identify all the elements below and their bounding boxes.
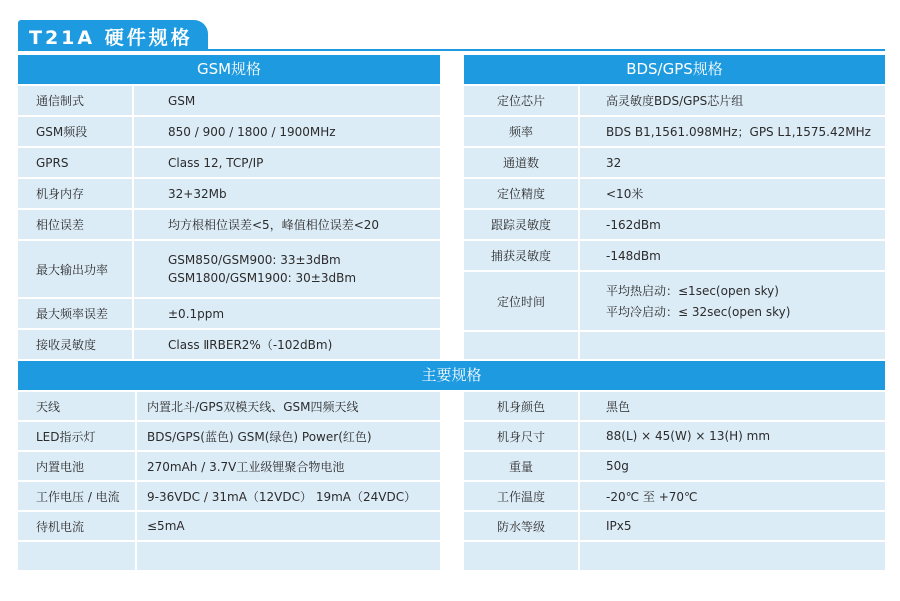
spec-label: GPRS (36, 155, 69, 170)
spec-value-line: 平均冷启动：≤ 32sec(open sky) (606, 305, 791, 319)
spec-value: 32 (606, 155, 622, 170)
spec-value: 850 / 900 / 1800 / 1900MHz (168, 124, 336, 139)
spec-row (18, 542, 440, 570)
spec-label: 通信制式 (36, 94, 85, 108)
title-underline (18, 49, 885, 51)
spec-label: 定位精度 (496, 187, 545, 201)
spec-label: 通道数 (502, 156, 539, 170)
spec-row (464, 332, 885, 359)
spec-label: 频率 (508, 125, 533, 139)
spec-label: 重量 (508, 459, 533, 474)
spec-label: 内置电池 (36, 459, 85, 474)
spec-value: Class ⅡRBER2%（-102dBm) (168, 338, 333, 352)
spec-value: 9-36VDC / 31mA（12VDC） 19mA（24VDC） (147, 489, 417, 504)
spec-label: 机身尺寸 (496, 429, 545, 444)
spec-value-line: 平均热启动：≤1sec(open sky) (606, 284, 779, 298)
spec-row (464, 210, 885, 239)
spec-value: BDS B1,1561.098MHz；GPS L1,1575.42MHz (606, 125, 871, 139)
spec-row (464, 86, 885, 115)
spec-value: 黑色 (606, 399, 631, 414)
spec-row (18, 86, 440, 115)
spec-row (464, 512, 885, 540)
spec-value: -20℃ 至 +70℃ (606, 489, 698, 504)
spec-label: 待机电流 (36, 519, 85, 534)
spec-row (464, 422, 885, 450)
spec-value: <10米 (606, 187, 644, 201)
spec-label: 接收灵敏度 (36, 338, 97, 352)
spec-value: 32+32Mb (168, 186, 227, 201)
bds-gps-spec-panel (464, 55, 885, 360)
spec-value: 88(L) × 45(W) × 13(H) mm (606, 429, 771, 443)
spec-row (18, 392, 440, 420)
spec-row (18, 299, 440, 328)
spec-value: IPx5 (606, 519, 632, 533)
spec-label: GSM频段 (36, 125, 88, 139)
spec-label: 定位芯片 (496, 94, 545, 108)
spec-label: LED指示灯 (36, 429, 96, 444)
spec-row (18, 512, 440, 540)
spec-row (464, 179, 885, 208)
spec-label: 天线 (36, 399, 61, 414)
spec-value: ≤5mA (147, 519, 185, 533)
spec-value: ±0.1ppm (168, 306, 225, 321)
spec-value: -162dBm (606, 217, 661, 232)
spec-row (464, 452, 885, 480)
spec-label: 定位时间 (496, 294, 545, 309)
page-title: T21A 硬件规格 (29, 27, 193, 49)
spec-value: BDS/GPS(蓝色) GSM(绿色) Power(红色) (147, 429, 372, 444)
spec-value: 均方根相位误差<5，峰值相位误差<20 (168, 218, 380, 232)
spec-row (18, 241, 440, 297)
spec-label: 相位误差 (36, 218, 85, 232)
spec-row (464, 482, 885, 510)
spec-row (18, 482, 440, 510)
gsm-spec-panel (18, 55, 440, 360)
spec-row (18, 452, 440, 480)
main-spec-header: 主要规格 (18, 361, 885, 390)
spec-row (464, 117, 885, 146)
main-spec-header-bar (18, 361, 885, 390)
spec-value: 高灵敏度BDS/GPS芯片组 (606, 94, 744, 108)
main-spec-right-panel (464, 392, 885, 574)
spec-row (18, 179, 440, 208)
spec-row (464, 241, 885, 270)
spec-row (18, 422, 440, 450)
spec-row (464, 542, 885, 570)
spec-label: 防水等级 (496, 519, 545, 534)
spec-value: 270mAh / 3.7V工业级锂聚合物电池 (147, 459, 345, 474)
spec-label: 最大输出功率 (36, 262, 109, 277)
spec-value-line: GSM850/GSM900: 33±3dBm (168, 253, 341, 267)
spec-label: 机身内存 (36, 187, 85, 201)
spec-label: 跟踪灵敏度 (490, 218, 551, 232)
spec-row (18, 117, 440, 146)
spec-label: 最大频率误差 (36, 307, 109, 321)
spec-label: 工作电压 / 电流 (36, 489, 120, 504)
spec-label: 捕获灵敏度 (490, 249, 551, 263)
spec-row (18, 210, 440, 239)
spec-value: 50g (606, 459, 629, 473)
spec-value: Class 12, TCP/IP (168, 155, 264, 170)
spec-value-line: GSM1800/GSM1900: 30±3dBm (168, 271, 357, 285)
main-spec-left-panel (18, 392, 440, 574)
spec-row (464, 392, 885, 420)
spec-value: -148dBm (606, 248, 661, 263)
spec-label: 工作温度 (496, 489, 545, 504)
spec-value: 内置北斗/GPS双模天线、GSM四频天线 (147, 399, 359, 414)
spec-value: GSM (168, 93, 196, 108)
spec-row (18, 148, 440, 177)
bds-gps-spec-header: BDS/GPS规格 (464, 55, 885, 84)
spec-label: 机身颜色 (496, 399, 545, 414)
spec-row (464, 272, 885, 330)
spec-row (18, 330, 440, 359)
spec-row (464, 148, 885, 177)
gsm-spec-header: GSM规格 (18, 55, 440, 84)
